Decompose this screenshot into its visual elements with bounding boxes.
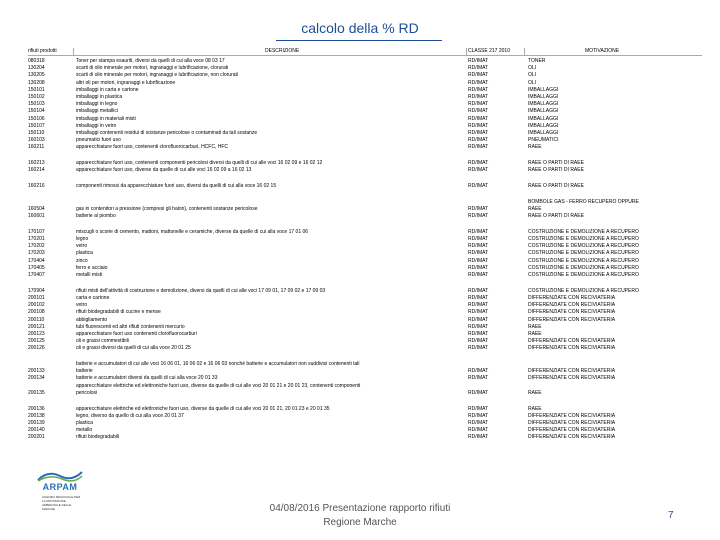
row-code: 170404 — [28, 257, 45, 264]
row-classe: RD/IMAT — [468, 108, 489, 115]
row-classe: RD/IMAT — [468, 309, 489, 316]
row-description: apparecchiature fuori uso, diverse da quelle di cui alle voci 16 02 09 a 16 02 13 — [76, 167, 252, 174]
row-description: plastica — [76, 250, 93, 257]
row-classe: RD/IMAT — [468, 405, 489, 412]
row-description: batterie e accumulatori diversi da quelli di cui alla voce 20 01 33 — [76, 375, 218, 382]
row-classe: RD/IMAT — [468, 316, 489, 323]
row-code: 200121 — [28, 323, 45, 330]
row-code: 170405 — [28, 264, 45, 271]
logo-name: ARPAM — [42, 482, 78, 492]
row-motivazione: RAEE — [528, 330, 542, 337]
row-motivazione: IMBALLAGGI — [528, 115, 559, 122]
row-motivazione: IMBALLAGGI — [528, 108, 559, 115]
row-motivazione: DIFFERENZIATE CON RECIVIATERIA — [528, 294, 616, 301]
row-code: 200135 — [28, 389, 45, 396]
row-classe: RD/IMAT — [468, 79, 489, 86]
row-code: 150107 — [28, 122, 45, 129]
row-code: 130205 — [28, 72, 45, 79]
row-code: 200139 — [28, 419, 45, 426]
row-description: miscugli o scorie di cemento, mattoni, mattonelle e ceramiche, diverse da quelle di cui alla voce 17 01 06 — [76, 228, 309, 235]
row-code: 160213 — [28, 160, 45, 167]
row-motivazione: OLI — [528, 72, 537, 79]
row-description: oli e grassi commestibili — [76, 338, 129, 345]
row-description: carta e cartone — [76, 294, 110, 301]
row-description: vetro — [76, 302, 88, 309]
row-motivazione: COSTRUZIONE E DEMOLIZIONE A RECUPERO — [528, 264, 639, 271]
row-motivazione: DIFFERENZIATE CON RECIVIATERIA — [528, 412, 616, 419]
page-title: calcolo della % RD — [301, 20, 419, 36]
row-code: 160103 — [28, 137, 45, 144]
row-classe: RD/IMAT — [468, 375, 489, 382]
row-motivazione: COSTRUZIONE E DEMOLIZIONE A RECUPERO — [528, 257, 639, 264]
header-motivazione: MOTIVAZIONE — [585, 48, 620, 54]
row-description: imballaggi in legno — [76, 101, 118, 108]
row-description: batterie e accumulatori di cui alle voci 16 06 01, 16 06 02 e 16 06 03 nonché batterie e accumulatori non suddivisi contenenti tali — [76, 361, 360, 367]
row-description: oli e grassi diversi da quelli di cui alla voce 20 01 25 — [76, 345, 191, 352]
row-classe: RD/IMAT — [468, 330, 489, 337]
row-code: 200133 — [28, 368, 45, 375]
row-motivazione: RAEE — [528, 144, 542, 151]
row-classe: RD/IMAT — [468, 122, 489, 129]
row-classe: RD/IMAT — [468, 115, 489, 122]
row-code: 200102 — [28, 302, 45, 309]
row-classe: RD/IMAT — [468, 345, 489, 352]
row-classe: RD/IMAT — [468, 137, 489, 144]
logo-waves-icon — [36, 468, 84, 482]
row-code: 200140 — [28, 427, 45, 434]
row-classe: RD/IMAT — [468, 323, 489, 330]
row-motivazione: IMBALLAGGI — [528, 122, 559, 129]
row-description: imballaggi metallici — [76, 108, 118, 115]
row-code: 200201 — [28, 434, 45, 441]
row-motivazione: DIFFERENZIATE CON RECIVIATERIA — [528, 419, 616, 426]
row-classe: RD/IMAT — [468, 65, 489, 72]
row-motivazione: RAEE — [528, 205, 542, 212]
row-description: imballaggi in materiali misti — [76, 115, 136, 122]
row-classe: RD/IMAT — [468, 72, 489, 79]
row-code: 200101 — [28, 294, 45, 301]
row-description: ferro e acciaio — [76, 264, 108, 271]
row-motivazione: RAEE — [528, 323, 542, 330]
row-classe: RD/IMAT — [468, 86, 489, 93]
row-classe: RD/IMAT — [468, 389, 489, 396]
row-description: altri oli per motori, ingranaggi e lubrificazione — [76, 79, 176, 86]
row-motivazione: RAEE — [528, 405, 542, 412]
row-description: apparecchiature fuori uso, contenenti componenti pericolosi diversi da quelli di cui alle voci 16 02 09 e 16 02 12 — [76, 160, 323, 167]
logo-subtitle: AGENZIA REGIONALE PER LA PROTEZIONE AMBIENTALE DELLE MARCHE — [42, 495, 81, 511]
row-classe: RD/IMAT — [468, 272, 489, 278]
row-classe: RD/IMAT — [468, 427, 489, 434]
row-classe: RD/IMAT — [468, 160, 489, 167]
row-motivazione: RAEE O PARTI DI RAEE — [528, 167, 584, 174]
row-classe: RD/IMAT — [468, 236, 489, 242]
row-description: batterie al piombo — [76, 213, 116, 220]
row-description: legno, diverso da quello di cui alla voce 20 01 37 — [76, 412, 184, 419]
row-classe: RD/IMAT — [468, 94, 489, 100]
row-description: apparecchiature elettriche ed elettroniche fuori uso, diverse da quelle di cui alle voci 20 01 21, 20 01 23 e 20 01 35 — [76, 405, 330, 412]
row-classe: RD/IMAT — [468, 101, 489, 108]
row-code: 170904 — [28, 287, 45, 294]
row-motivazione: IMBALLAGGI — [528, 101, 559, 108]
row-motivazione: DIFFERENZIATE CON RECIVIATERIA — [528, 309, 616, 316]
row-description: tubi fluorescenti ed altri rifiuti contenenti mercurio — [76, 323, 185, 330]
footer — [240, 502, 480, 530]
row-motivazione: DIFFERENZIATE CON RECIVIATERIA — [528, 375, 616, 382]
row-code: 150104 — [28, 108, 45, 115]
row-motivazione: RAEE O PARTI DI RAEE — [528, 213, 584, 220]
header-description: DESCRIZIONE — [265, 48, 300, 54]
row-code: 200110 — [28, 316, 45, 323]
page-number: 7 — [668, 510, 674, 521]
row-motivazione: COSTRUZIONE E DEMOLIZIONE A RECUPERO — [528, 243, 639, 250]
header-classe: CLASSE 217 2010 — [468, 48, 510, 54]
row-description: Toner per stampa esauriti, diversi da quelli di cui alla voce 08 03 17 — [76, 58, 225, 64]
row-motivazione: DIFFERENZIATE CON RECIVIATERIA — [528, 345, 616, 352]
row-classe: RD/IMAT — [468, 205, 489, 212]
row-classe: RD/IMAT — [468, 228, 489, 235]
row-description: apparecchiature fuori uso, contenenti clorofluorocarburi, HCFC, HFC — [76, 144, 229, 151]
row-description: vetro — [76, 243, 88, 250]
row-motivazione: COSTRUZIONE E DEMOLIZIONE A RECUPERO — [528, 250, 639, 257]
row-description: rifiuti misti dell'attività di costruzione e demolizione, diversi da quelli di cui alle voci 17 09 01, 17 09 02 e 17 09 03 — [76, 287, 326, 294]
row-motivazione: IMBALLAGGI — [528, 86, 559, 93]
row-description: scarti di olio minerale per motori, ingranaggi e lubrificazione, clorurati — [76, 65, 229, 72]
row-code: 200138 — [28, 412, 45, 419]
row-code: 200134 — [28, 375, 45, 382]
row-classe: RD/IMAT — [468, 58, 489, 64]
row-code: 160211 — [28, 144, 45, 151]
row-description: imballaggi in vetro — [76, 122, 117, 129]
row-motivazione: RAEE O PARTI DI RAEE — [528, 183, 584, 189]
row-classe: RD/IMAT — [468, 250, 489, 257]
row-classe: RD/IMAT — [468, 368, 489, 375]
row-code: 080318 — [28, 58, 45, 64]
row-code: 200126 — [28, 345, 45, 352]
row-code: 160504 — [28, 205, 45, 212]
row-description: metalli misti — [76, 272, 103, 278]
row-description: metallo — [76, 427, 93, 434]
row-motivazione: COSTRUZIONE E DEMOLIZIONE A RECUPERO — [528, 272, 639, 278]
row-classe: RD/IMAT — [468, 183, 489, 189]
row-classe: RD/IMAT — [468, 213, 489, 220]
row-classe: RD/IMAT — [468, 434, 489, 441]
header-code: rifiuti prodotti — [28, 48, 57, 54]
row-code: 130204 — [28, 65, 45, 72]
row-description: rifiuti biodegradabili di cucine e mense — [76, 309, 161, 316]
row-description: legno — [76, 236, 89, 242]
row-code: 200125 — [28, 338, 45, 345]
row-description: imballaggi contenenti residui di sostanze pericolose o contaminati da tali sostanze — [76, 130, 258, 136]
row-code: 160214 — [28, 167, 45, 174]
row-classe: RD/IMAT — [468, 167, 489, 174]
row-motivazione: RAEE O PARTI DI RAEE — [528, 160, 584, 167]
row-code: 170107 — [28, 228, 45, 235]
footer-line-1: 04/08/2016 Presentazione rapporto rifiuti — [269, 503, 451, 514]
row-classe: RD/IMAT — [468, 412, 489, 419]
row-classe: RD/IMAT — [468, 302, 489, 309]
row-code: 130208 — [28, 79, 45, 86]
row-classe: RD/IMAT — [468, 243, 489, 250]
row-description: scarti di olio minerale per motori, ingranaggi e lubrificazione, non clorurati — [76, 72, 239, 79]
arpam-logo — [30, 468, 90, 530]
row-motivazione: COSTRUZIONE E DEMOLIZIONE A RECUPERO — [528, 287, 639, 294]
row-description: abbigliamento — [76, 316, 108, 323]
row-motivazione: DIFFERENZIATE CON RECIVIATERIA — [528, 316, 616, 323]
row-description: apparecchiature elettriche ed elettroniche fuori uso, diverse da quelle di cui alle voci 20 01 21 e 20 01 23, contenenti componenti — [76, 382, 361, 389]
row-classe: RD/IMAT — [468, 287, 489, 294]
row-motivazione: DIFFERENZIATE CON RECIVIATERIA — [528, 368, 616, 375]
row-code: 160601 — [28, 213, 45, 220]
row-classe: RD/IMAT — [468, 338, 489, 345]
row-classe: RD/IMAT — [468, 294, 489, 301]
row-classe: RD/IMAT — [468, 257, 489, 264]
row-description: imballaggi in plastica — [76, 94, 123, 100]
row-motivazione: RAEE — [528, 389, 542, 396]
row-motivazione: OLI — [528, 79, 537, 86]
row-classe: RD/IMAT — [468, 264, 489, 271]
row-code: 200108 — [28, 309, 45, 316]
row-code: 150101 — [28, 86, 45, 93]
row-code: 170201 — [28, 236, 45, 242]
row-code: 150103 — [28, 101, 45, 108]
row-motivazione: DIFFERENZIATE CON RECIVIATERIA — [528, 302, 616, 309]
row-motivazione: DIFFERENZIATE CON RECIVIATERIA — [528, 338, 616, 345]
row-description: gas in contenitori a pressione (compresi gli halon), contenenti sostanze pericolose — [76, 205, 258, 212]
row-classe: RD/IMAT — [468, 419, 489, 426]
row-motivazione: PNEUMATICI — [528, 137, 559, 144]
row-code: 150102 — [28, 94, 45, 100]
row-description: apparecchiature fuori uso contenenti clorofluorocarburi — [76, 330, 197, 337]
row-motivazione: IMBALLAGGI — [528, 94, 559, 100]
row-description: rifiuti biodegradabili — [76, 434, 120, 441]
row-code: 170407 — [28, 272, 45, 278]
row-description: batterie — [76, 368, 93, 375]
row-classe: RD/IMAT — [468, 144, 489, 151]
row-code: 160216 — [28, 183, 45, 189]
row-description: plastica — [76, 419, 93, 426]
footer-line-2: Regione Marche — [323, 517, 397, 528]
row-motivazione: DIFFERENZIATE CON RECIVIATERIA — [528, 427, 616, 434]
row-motivazione: COSTRUZIONE E DEMOLIZIONE A RECUPERO — [528, 236, 639, 242]
row-description: pneumatici fuori uso — [76, 137, 121, 144]
row-code: 200123 — [28, 330, 45, 337]
row-motivazione: COSTRUZIONE E DEMOLIZIONE A RECUPERO — [528, 228, 639, 235]
row-code: 150110 — [28, 130, 45, 136]
row-code: 200136 — [28, 405, 45, 412]
row-code: 170202 — [28, 243, 45, 250]
row-description: zinco — [76, 257, 88, 264]
row-description: imballaggi in carta e cartone — [76, 86, 139, 93]
row-motivazione: OLI — [528, 65, 537, 72]
row-code: 150106 — [28, 115, 45, 122]
row-motivazione: BOMBOLE GAS - FERRO RECUPERO OPPURE — [528, 198, 639, 205]
row-motivazione: TONER — [528, 58, 546, 64]
row-code: 170203 — [28, 250, 45, 257]
row-motivazione: IMBALLAGGI — [528, 130, 559, 136]
row-description: pericolosi — [76, 389, 98, 396]
row-classe: RD/IMAT — [468, 130, 489, 136]
row-motivazione: DIFFERENZIATE CON RECIVIATERIA — [528, 434, 616, 441]
row-description: componenti rimossi da apparecchiature fuori uso, diversi da quelli di cui alla voce 16 02 15 — [76, 183, 277, 189]
